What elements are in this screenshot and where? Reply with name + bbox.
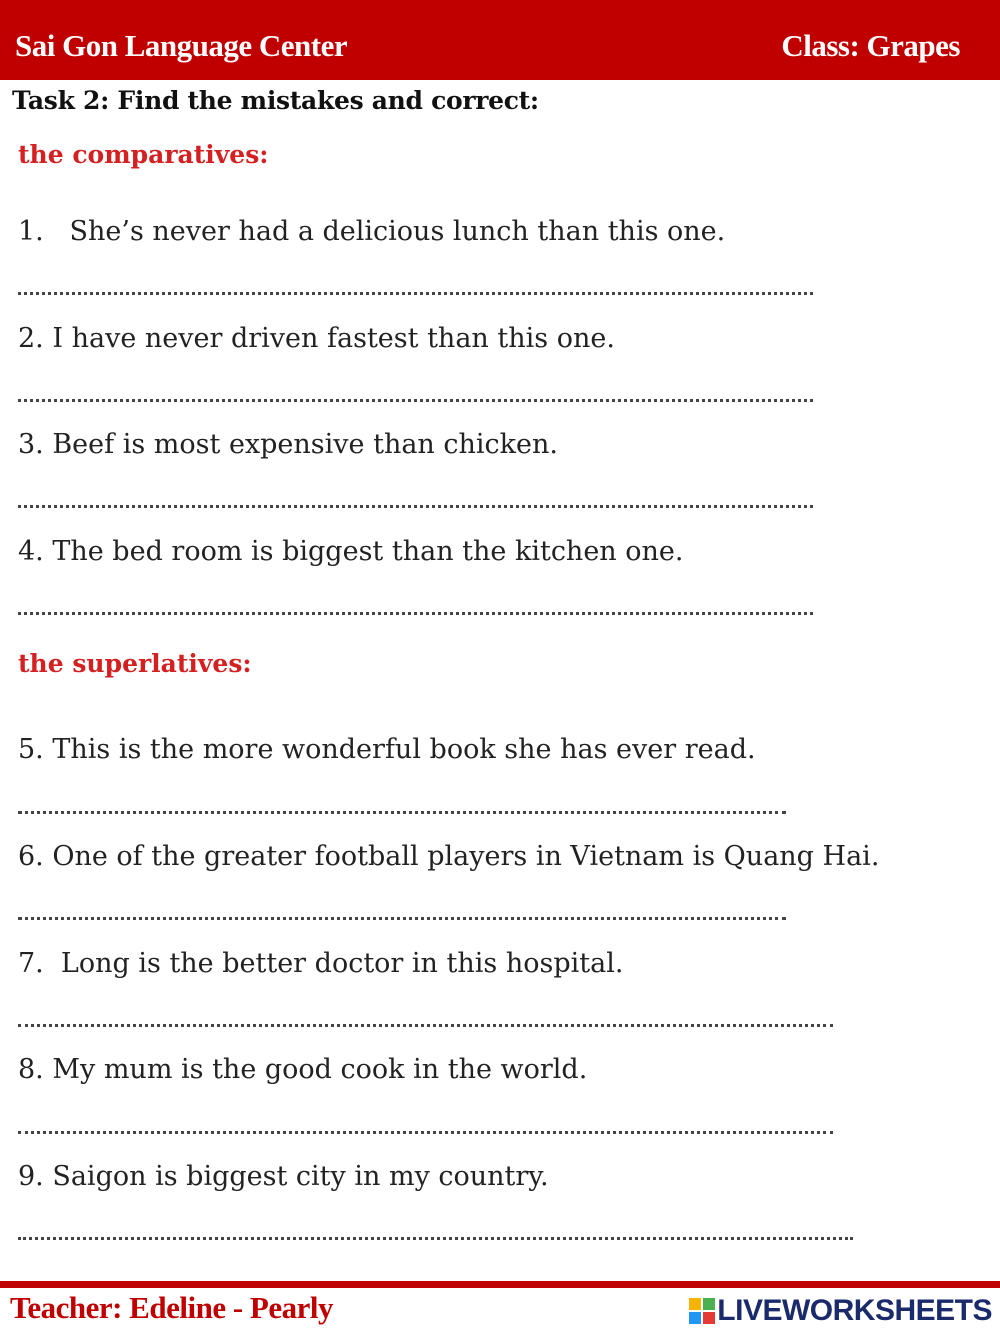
answer-field-3[interactable]: [18, 501, 813, 508]
answer-field-6[interactable]: [18, 913, 786, 920]
question-1: 1. She’s never had a delicious lunch than this one.: [18, 216, 726, 247]
class-name: Class: Grapes: [781, 28, 960, 63]
liveworksheets-logo-icon: [689, 1298, 715, 1324]
section-comparatives: the comparatives:: [18, 140, 269, 169]
section-superlatives: the superlatives:: [18, 649, 252, 678]
center-name: Sai Gon Language Center: [15, 28, 348, 63]
answer-field-8[interactable]: [18, 1127, 833, 1134]
question-8: 8. My mum is the good cook in the world.: [18, 1054, 588, 1085]
footer-divider: [0, 1281, 1000, 1288]
header-bar: [0, 0, 1000, 80]
liveworksheets-brand: [689, 1294, 992, 1328]
question-9: 9. Saigon is biggest city in my country.: [18, 1161, 549, 1192]
question-5: 5. This is the more wonderful book she has ever read.: [18, 734, 756, 765]
question-4: 4. The bed room is biggest than the kitchen one.: [18, 536, 684, 567]
question-2: 2. I have never driven fastest than this one.: [18, 323, 615, 354]
question-6: 6. One of the greater football players in Vietnam is Quang Hai.: [18, 841, 880, 872]
teacher-name: Teacher: Edeline - Pearly: [10, 1290, 333, 1325]
answer-field-2[interactable]: [18, 395, 813, 402]
task-title: Task 2: Find the mistakes and correct:: [12, 86, 539, 115]
answer-field-9[interactable]: [18, 1233, 853, 1240]
answer-field-7[interactable]: [18, 1020, 833, 1027]
question-3: 3. Beef is most expensive than chicken.: [18, 429, 558, 460]
answer-field-1[interactable]: [18, 288, 813, 295]
answer-field-4[interactable]: [18, 608, 813, 615]
question-7: 7. Long is the better doctor in this hospital.: [18, 948, 624, 979]
answer-field-5[interactable]: [18, 807, 786, 814]
brand-text: LIVEWORKSHEETS: [717, 1294, 992, 1327]
